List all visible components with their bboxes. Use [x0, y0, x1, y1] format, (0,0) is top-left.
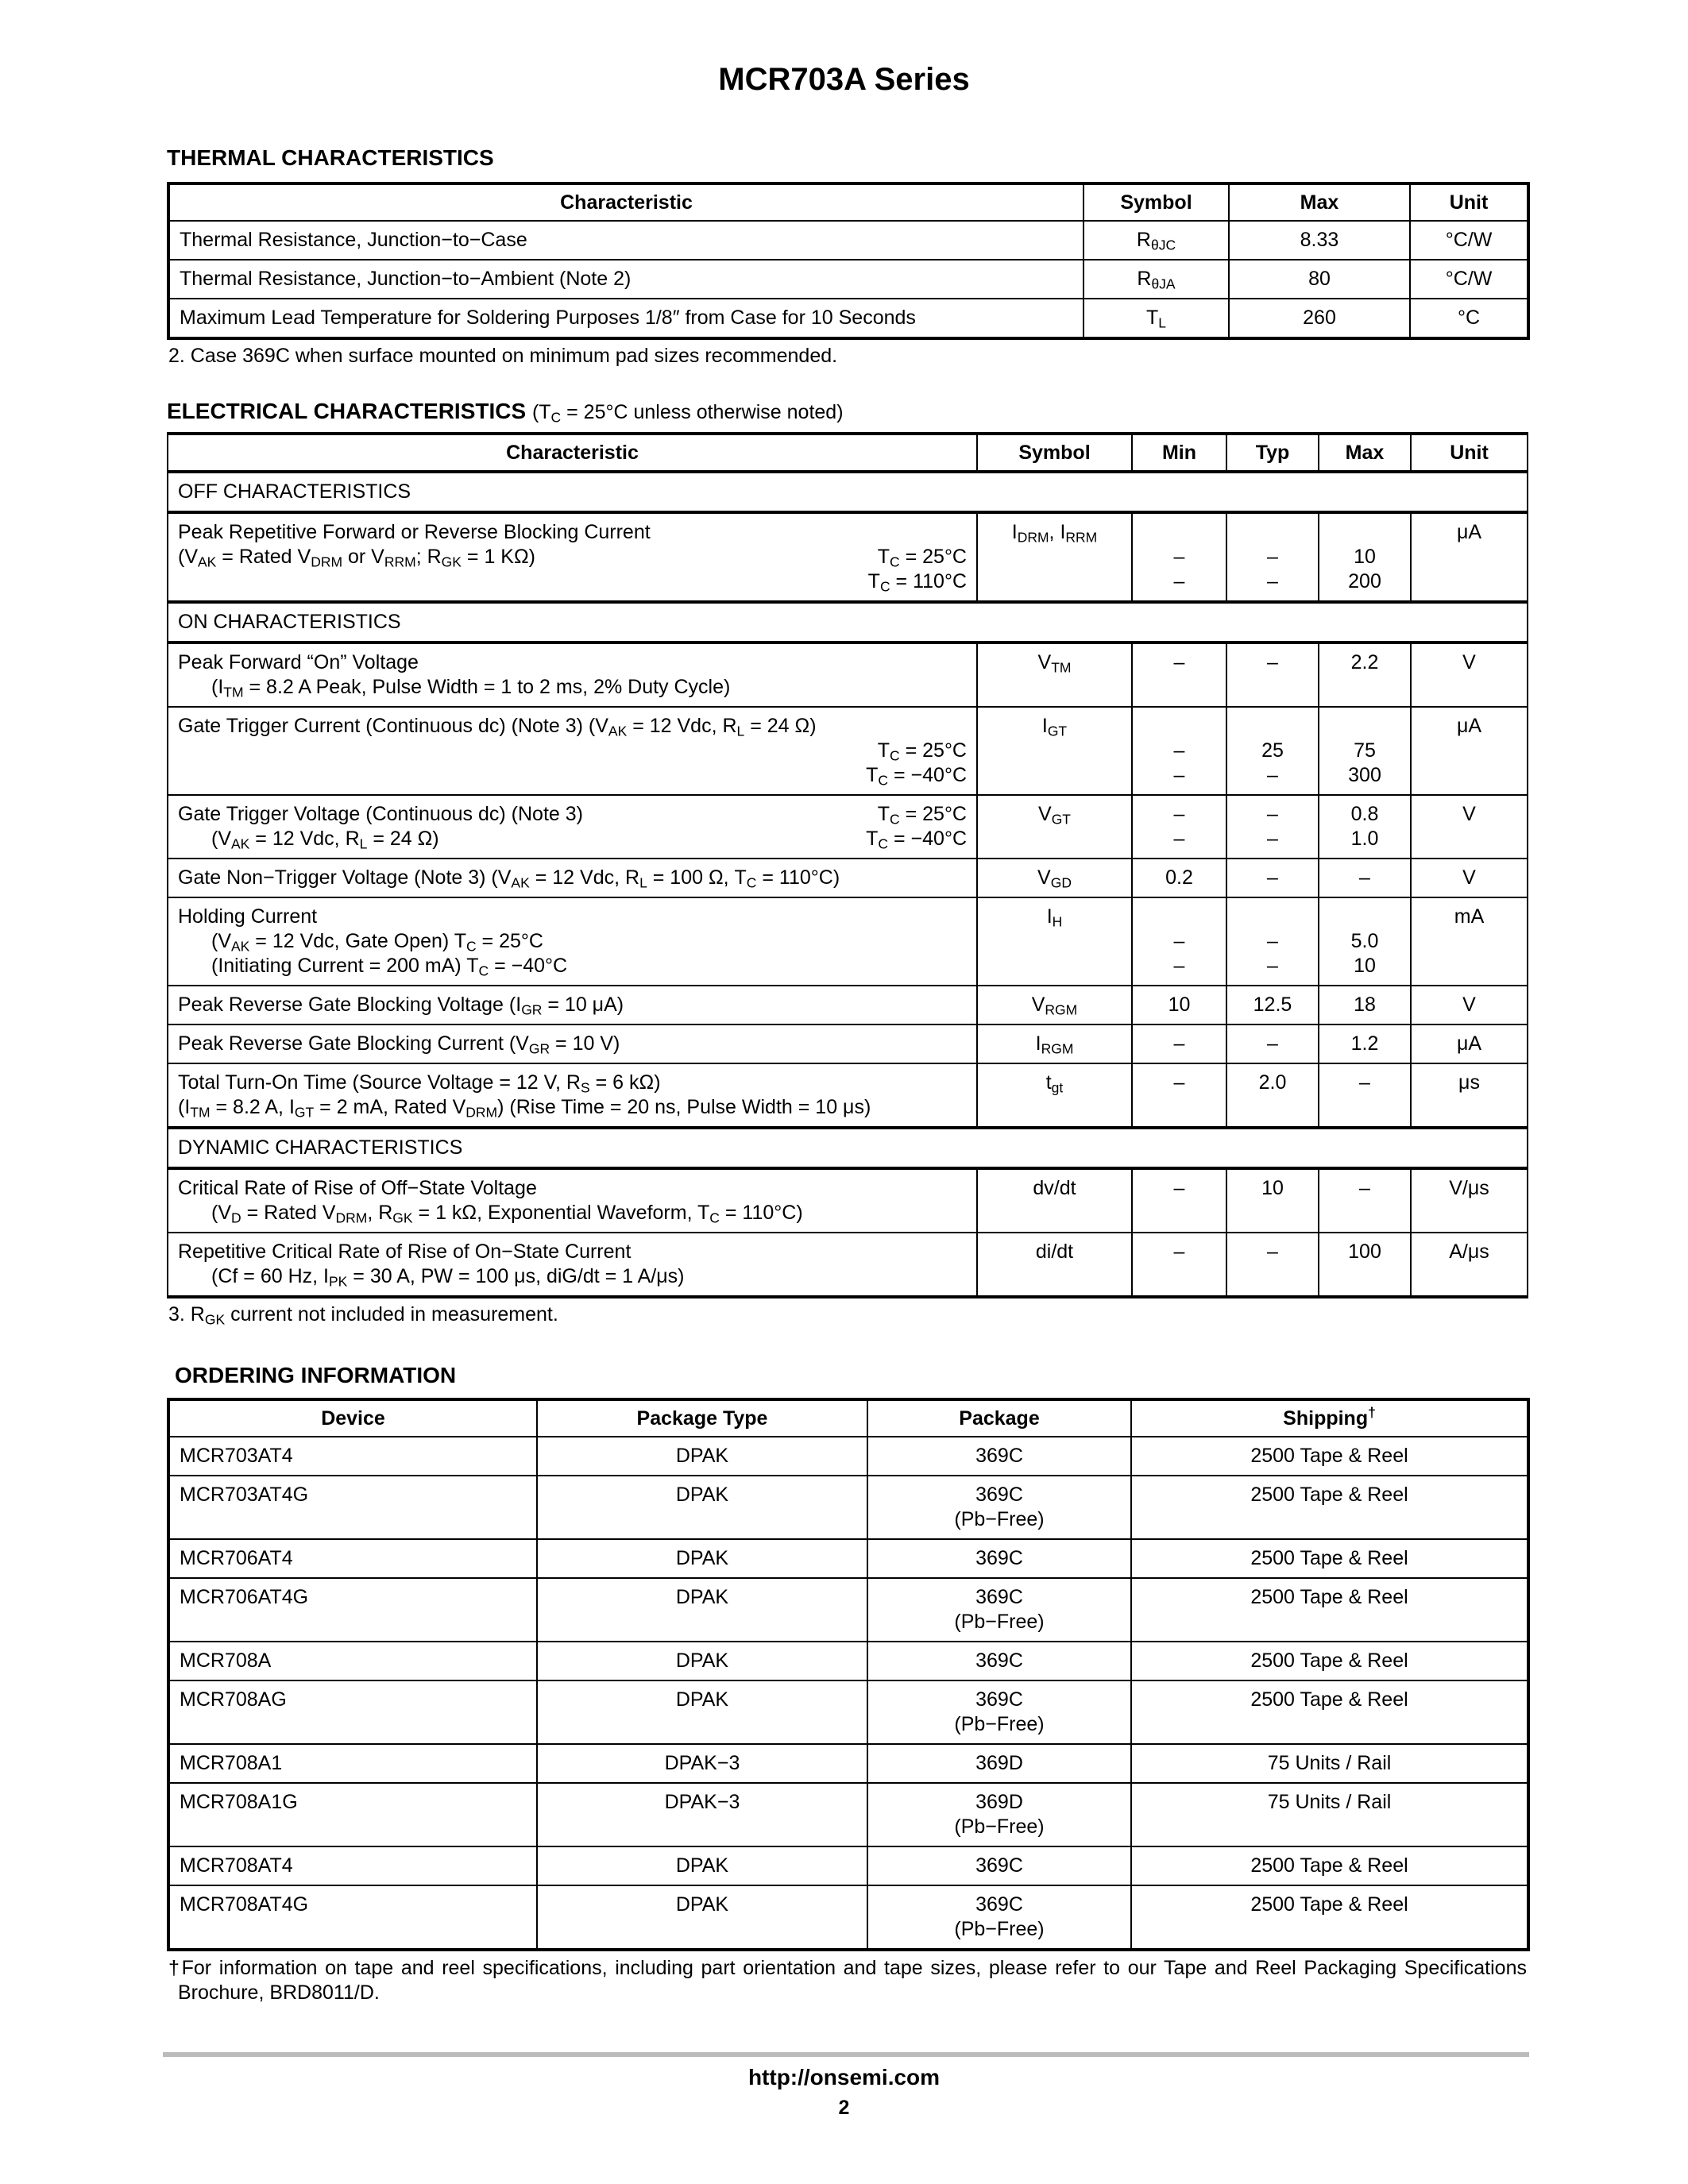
column-header: Package — [867, 1399, 1131, 1437]
shipping-cell: 2500 Tape & Reel — [1131, 1578, 1528, 1642]
package-cell-line: 369C — [975, 1484, 1023, 1506]
condition-text: ($V_{AK} = 12$ Vdc, $R_L = 24$ Ω) — [211, 828, 439, 852]
typ-cell-line: – — [1267, 930, 1278, 952]
max-cell-line: 18 — [1354, 994, 1376, 1016]
characteristic-cell — [168, 986, 977, 1024]
characteristic-line — [178, 1176, 967, 1201]
condition-text: ($V_{AK} = 12$ Vdc, Gate Open) $T_C = 25^\circ C$ — [211, 930, 543, 955]
symbol-cell: $I_{DRM}$, $I_{RRM}$ — [977, 512, 1132, 602]
condition-text: Peak Reverse Gate Blocking Voltage ($I_{GR} = 10$ μA) — [178, 994, 624, 1018]
typ-cell-line: 2.0 — [1258, 1071, 1287, 1094]
table-row — [168, 1539, 1528, 1578]
symbol-cell: $I_{RGM}$ — [977, 1024, 1132, 1063]
max-cell-line — [1329, 714, 1400, 739]
max-cell — [1319, 707, 1411, 795]
package-type-cell: DPAK−3 — [537, 1783, 867, 1846]
typ-cell-line: 12.5 — [1253, 994, 1292, 1016]
section-label: OFF CHARACTERISTICS — [168, 472, 1528, 512]
package-type-cell: DPAK — [537, 1642, 867, 1680]
max-cell — [1319, 642, 1411, 707]
symbol-cell: di/dt — [977, 1233, 1132, 1297]
characteristic-line — [178, 905, 967, 929]
min-cell — [1132, 512, 1226, 602]
column-header: Min — [1132, 434, 1226, 472]
symbol-cell: dv/dt — [977, 1168, 1132, 1233]
characteristic-line — [178, 520, 967, 545]
section-label-row — [168, 602, 1528, 642]
shipping-cell: 2500 Tape & Reel — [1131, 1476, 1528, 1539]
min-cell-line: 0.2 — [1165, 866, 1193, 889]
max-cell: 260 — [1229, 299, 1410, 338]
characteristic-line — [178, 866, 967, 890]
condition-text: Gate Trigger Voltage (Continuous dc) (Note 3) — [178, 803, 583, 825]
characteristic-line — [178, 763, 967, 788]
symbol-cell: $V_{RGM}$ — [977, 986, 1132, 1024]
unit-cell: V — [1411, 986, 1528, 1024]
max-cell — [1319, 1024, 1411, 1063]
min-cell-line: – — [1173, 764, 1185, 786]
column-header: Typ — [1226, 434, 1319, 472]
symbol-cell: $T_L$ — [1083, 299, 1229, 338]
characteristic-line — [178, 1071, 967, 1095]
typ-cell — [1226, 859, 1319, 897]
min-cell — [1132, 897, 1226, 986]
typ-cell-line: – — [1267, 546, 1278, 568]
min-cell-line — [1142, 905, 1216, 929]
package-cell — [867, 1846, 1131, 1885]
max-cell-line: 300 — [1348, 764, 1381, 786]
package-cell-line: (Pb−Free) — [954, 1611, 1045, 1633]
package-cell — [867, 1642, 1131, 1680]
unit-cell: V/μs — [1411, 1168, 1528, 1233]
package-cell-line: 369C — [975, 1893, 1023, 1916]
min-cell-line — [1142, 520, 1216, 545]
typ-cell-line — [1237, 520, 1308, 545]
min-cell-line: – — [1173, 739, 1185, 762]
ordering-table — [167, 1398, 1530, 1951]
temperature-condition: $T_C = -40^\circ C$ — [866, 764, 967, 789]
characteristic-line — [178, 1264, 967, 1289]
package-cell-line: (Pb−Free) — [954, 1508, 1045, 1530]
unit-cell: μA — [1411, 707, 1528, 795]
max-cell — [1319, 1168, 1411, 1233]
condition-text: ($V_{AK}$ = Rated $V_{DRM}$ or $V_{RRM}$; $R_{GK} = 1$ KΩ) — [178, 546, 535, 570]
thermal-heading: THERMAL CHARACTERISTICS — [167, 145, 494, 170]
max-cell-line: 10 — [1354, 955, 1376, 977]
package-cell-line: 369C — [975, 1688, 1023, 1711]
min-cell — [1132, 795, 1226, 859]
max-cell-line — [1329, 520, 1400, 545]
temperature-condition: $T_C = -40^\circ C$ — [866, 828, 967, 852]
max-cell-line: – — [1359, 866, 1370, 889]
unit-cell: μs — [1411, 1063, 1528, 1128]
shipping-cell: 2500 Tape & Reel — [1131, 1539, 1528, 1578]
table-row — [168, 1744, 1528, 1783]
table-row — [168, 1168, 1528, 1233]
characteristic-line — [178, 569, 967, 594]
table-row — [168, 986, 1528, 1024]
shipping-cell: 75 Units / Rail — [1131, 1783, 1528, 1846]
package-type-cell: DPAK−3 — [537, 1744, 867, 1783]
thermal-note: 2. Case 369C when surface mounted on minimum pad sizes recommended. — [168, 345, 838, 367]
characteristic-line — [178, 827, 967, 851]
package-cell-line: 369C — [975, 1854, 1023, 1877]
table-row — [168, 1642, 1528, 1680]
min-cell-line: – — [1173, 1177, 1185, 1199]
typ-cell — [1226, 1063, 1319, 1128]
temperature-condition: $T_C = 25^\circ C$ — [877, 546, 967, 570]
max-cell — [1319, 512, 1411, 602]
typ-cell — [1226, 1168, 1319, 1233]
max-cell-line: 75 — [1354, 739, 1376, 762]
column-header: Symbol — [1083, 183, 1229, 221]
column-header: Max — [1229, 183, 1410, 221]
max-cell-line: 100 — [1348, 1241, 1381, 1263]
shipping-cell: 2500 Tape & Reel — [1131, 1885, 1528, 1950]
package-cell — [867, 1744, 1131, 1783]
package-cell-line: 369D — [975, 1791, 1023, 1813]
typ-cell-line — [1237, 714, 1308, 739]
table-row — [168, 795, 1528, 859]
table-row — [168, 859, 1528, 897]
symbol-cell: $V_{TM}$ — [977, 642, 1132, 707]
package-cell-line: 369D — [975, 1752, 1023, 1774]
shipping-cell: 2500 Tape & Reel — [1131, 1680, 1528, 1744]
characteristic-line — [178, 954, 967, 978]
symbol-cell: $I_{GT}$ — [977, 707, 1132, 795]
min-cell — [1132, 1168, 1226, 1233]
page-title: MCR703A Series — [718, 62, 970, 97]
condition-text: Peak Repetitive Forward or Reverse Blocking Current — [178, 521, 651, 543]
min-cell-line — [1142, 714, 1216, 739]
device-cell: MCR708AT4 — [168, 1846, 537, 1885]
min-cell-line: – — [1173, 570, 1185, 592]
package-cell — [867, 1476, 1131, 1539]
typ-cell-line: – — [1267, 866, 1278, 889]
unit-cell: mA — [1411, 897, 1528, 986]
package-cell — [867, 1578, 1131, 1642]
package-type-cell: DPAK — [537, 1885, 867, 1950]
min-cell-line: – — [1173, 1071, 1185, 1094]
package-cell-line: 369C — [975, 1586, 1023, 1608]
characteristic-line — [178, 1240, 967, 1264]
column-header: Shipping† — [1131, 1399, 1528, 1437]
max-cell: 80 — [1229, 260, 1410, 299]
symbol-cell: $I_H$ — [977, 897, 1132, 986]
max-cell-line: 200 — [1348, 570, 1381, 592]
min-cell-line: 10 — [1168, 994, 1191, 1016]
table-row — [168, 1437, 1528, 1476]
package-type-cell: DPAK — [537, 1680, 867, 1744]
table-row — [168, 299, 1528, 338]
electrical-heading: ELECTRICAL CHARACTERISTICS — [167, 399, 527, 423]
package-type-cell: DPAK — [537, 1539, 867, 1578]
condition-text: Gate Trigger Current (Continuous dc) (Note 3) ($V_{AK} = 12$ Vdc, $R_L = 24$ Ω) — [178, 715, 817, 739]
characteristic-line — [178, 650, 967, 675]
condition-text: ($I_{TM} = 8.2$ A Peak, Pulse Width = 1 to 2 ms, 2% Duty Cycle) — [211, 676, 731, 700]
package-cell — [867, 1885, 1131, 1950]
max-cell-line: 10 — [1354, 546, 1376, 568]
column-header: Symbol — [977, 434, 1132, 472]
page-number: 2 — [838, 2097, 850, 2119]
device-cell: MCR708A — [168, 1642, 537, 1680]
min-cell — [1132, 707, 1226, 795]
unit-cell: μA — [1411, 1024, 1528, 1063]
section-label: DYNAMIC CHARACTERISTICS — [168, 1128, 1528, 1168]
temperature-condition: $T_C = 25^\circ C$ — [877, 739, 967, 764]
typ-cell-line — [1237, 905, 1308, 929]
column-header: Package Type — [537, 1399, 867, 1437]
package-cell-line: (Pb−Free) — [954, 1713, 1045, 1735]
condition-text: ($I_{TM} = 8.2$ A, $I_{GT} = 2$ mA, Rated $V_{DRM}$) (Rise Time = 20 ns, Pulse Width = 10 μs) — [178, 1096, 871, 1121]
thermal-section — [167, 145, 1527, 368]
package-cell-line: 369C — [975, 1445, 1023, 1467]
condition-text: Gate Non−Trigger Voltage (Note 3) ($V_{AK} = 12$ Vdc, $R_L = 100$ Ω, $T_C = 110^\circ C$) — [178, 866, 840, 891]
device-cell: MCR703AT4G — [168, 1476, 537, 1539]
section-label-row — [168, 1128, 1528, 1168]
thermal-table — [167, 182, 1530, 340]
column-header: Characteristic — [168, 434, 977, 472]
table-row — [168, 512, 1528, 602]
characteristic-cell — [168, 1024, 977, 1063]
table-header-row — [168, 434, 1528, 472]
typ-cell — [1226, 1024, 1319, 1063]
min-cell-line: – — [1173, 1032, 1185, 1055]
max-cell-line: 5.0 — [1350, 930, 1379, 952]
max-cell-line: 1.2 — [1350, 1032, 1379, 1055]
shipping-cell: 2500 Tape & Reel — [1131, 1846, 1528, 1885]
temperature-condition: $T_C = 25^\circ C$ — [877, 803, 967, 828]
min-cell — [1132, 859, 1226, 897]
min-cell-line: – — [1173, 1241, 1185, 1263]
unit-cell: °C/W — [1410, 221, 1528, 260]
max-cell — [1319, 859, 1411, 897]
unit-cell: V — [1411, 795, 1528, 859]
package-type-cell: DPAK — [537, 1846, 867, 1885]
condition-text: Critical Rate of Rise of Off−State Voltage — [178, 1177, 537, 1199]
table-row — [168, 1846, 1528, 1885]
package-cell — [867, 1437, 1131, 1476]
characteristic-cell — [168, 642, 977, 707]
characteristic-cell — [168, 1233, 977, 1297]
typ-cell — [1226, 897, 1319, 986]
typ-cell-line: – — [1267, 955, 1278, 977]
min-cell-line: – — [1173, 828, 1185, 850]
characteristic-cell: Thermal Resistance, Junction−to−Case — [168, 221, 1083, 260]
electrical-note: 3. $R_{GK}$ current not included in measurement. — [168, 1303, 558, 1328]
typ-cell — [1226, 986, 1319, 1024]
max-cell: 8.33 — [1229, 221, 1410, 260]
device-cell: MCR706AT4G — [168, 1578, 537, 1642]
ordering-section — [167, 1363, 1527, 2005]
ordering-footnote: †For information on tape and reel specifications, including part orientation and tape sizes, please refer to our Tape and Reel Packaging Specifications Brochure, BRD8011/D. — [168, 1957, 1527, 2004]
package-type-cell: DPAK — [537, 1437, 867, 1476]
condition-text: (Cf = 60 Hz, $I_{PK} = 30$ A, PW = 100 μs, diG/dt = 1 A/μs) — [211, 1265, 685, 1290]
min-cell-line: – — [1173, 651, 1185, 673]
device-cell: MCR708A1 — [168, 1744, 537, 1783]
footer-divider — [163, 2052, 1529, 2057]
electrical-table — [167, 432, 1528, 1298]
unit-cell: V — [1411, 859, 1528, 897]
typ-cell-line: – — [1267, 764, 1278, 786]
characteristic-line — [178, 929, 967, 954]
typ-cell — [1226, 795, 1319, 859]
unit-cell: °C — [1410, 299, 1528, 338]
electrical-section — [167, 399, 1527, 1326]
characteristic-line — [178, 714, 967, 739]
device-cell: MCR703AT4 — [168, 1437, 537, 1476]
symbol-cell: $V_{GT}$ — [977, 795, 1132, 859]
shipping-cell: 75 Units / Rail — [1131, 1744, 1528, 1783]
characteristic-cell — [168, 897, 977, 986]
condition-text: Peak Forward “On” Voltage — [178, 651, 419, 673]
symbol-cell: $V_{GD}$ — [977, 859, 1132, 897]
shipping-cell: 2500 Tape & Reel — [1131, 1642, 1528, 1680]
package-cell-line: 369C — [975, 1650, 1023, 1672]
min-cell-line: – — [1173, 930, 1185, 952]
typ-cell-line: 10 — [1261, 1177, 1284, 1199]
typ-cell — [1226, 642, 1319, 707]
characteristic-line — [178, 993, 967, 1017]
table-row — [168, 642, 1528, 707]
package-type-cell: DPAK — [537, 1476, 867, 1539]
characteristic-line — [178, 802, 967, 827]
min-cell — [1132, 1063, 1226, 1128]
column-header: Unit — [1410, 183, 1528, 221]
min-cell — [1132, 1233, 1226, 1297]
characteristic-line — [178, 675, 967, 700]
electrical-heading-note: ($T_C = 25^\circ C$ unless otherwise noted) — [531, 401, 844, 426]
characteristic-cell: Thermal Resistance, Junction−to−Ambient (Note 2) — [168, 260, 1083, 299]
table-row — [168, 707, 1528, 795]
typ-cell — [1226, 1233, 1319, 1297]
symbol-cell: $t_{gt}$ — [977, 1063, 1132, 1128]
symbol-cell: $R_{\theta JA}$ — [1083, 260, 1229, 299]
typ-cell-line: – — [1267, 651, 1278, 673]
typ-cell-line: – — [1267, 1032, 1278, 1055]
characteristic-cell — [168, 859, 977, 897]
typ-cell — [1226, 512, 1319, 602]
min-cell — [1132, 642, 1226, 707]
table-row — [168, 1885, 1528, 1950]
device-cell: MCR708AT4G — [168, 1885, 537, 1950]
column-header: Device — [168, 1399, 537, 1437]
characteristic-cell — [168, 1063, 977, 1128]
condition-text: (Initiating Current = 200 mA) $T_C = -40^\circ C$ — [211, 955, 568, 979]
footer-url[interactable]: http://onsemi.com — [747, 2065, 941, 2089]
condition-text: Peak Reverse Gate Blocking Current ($V_{GR} = 10$ V) — [178, 1032, 620, 1057]
package-cell — [867, 1783, 1131, 1846]
table-row — [168, 1024, 1528, 1063]
characteristic-cell — [168, 707, 977, 795]
table-row — [168, 1783, 1528, 1846]
characteristic-cell — [168, 512, 977, 602]
section-label-row — [168, 472, 1528, 512]
temperature-condition: $T_C = 110^\circ C$ — [867, 570, 967, 595]
condition-text: Holding Current — [178, 905, 318, 928]
package-cell-line: (Pb−Free) — [954, 1918, 1045, 1940]
unit-cell: A/μs — [1411, 1233, 1528, 1297]
package-cell — [867, 1539, 1131, 1578]
min-cell-line: – — [1173, 955, 1185, 977]
package-type-cell: DPAK — [537, 1578, 867, 1642]
table-row — [168, 1578, 1528, 1642]
max-cell-line: – — [1359, 1177, 1370, 1199]
typ-cell-line: – — [1267, 570, 1278, 592]
max-cell — [1319, 1233, 1411, 1297]
ordering-heading: ORDERING INFORMATION — [175, 1363, 457, 1387]
condition-text: ($V_D$ = Rated $V_{DRM}$, $R_{GK} = 1$ kΩ, Exponential Waveform, $T_C = 110^\circ C$) — [211, 1202, 803, 1226]
column-header: Unit — [1411, 434, 1528, 472]
table-row — [168, 1233, 1528, 1297]
typ-cell — [1226, 707, 1319, 795]
max-cell-line — [1329, 905, 1400, 929]
characteristic-line — [178, 1201, 967, 1225]
max-cell-line: 0.8 — [1350, 803, 1379, 825]
table-row — [168, 1063, 1528, 1128]
section-label: ON CHARACTERISTICS — [168, 602, 1528, 642]
max-cell-line: – — [1359, 1071, 1370, 1094]
symbol-cell: $R_{\theta JC}$ — [1083, 221, 1229, 260]
condition-text: Total Turn-On Time (Source Voltage = 12 V, $R_S = 6$ kΩ) — [178, 1071, 661, 1096]
table-row — [168, 260, 1528, 299]
table-row — [168, 221, 1528, 260]
min-cell — [1132, 1024, 1226, 1063]
device-cell: MCR708A1G — [168, 1783, 537, 1846]
typ-cell-line: – — [1267, 828, 1278, 850]
package-cell-line: 369C — [975, 1547, 1023, 1569]
max-cell — [1319, 795, 1411, 859]
unit-cell: °C/W — [1410, 260, 1528, 299]
min-cell-line: – — [1173, 803, 1185, 825]
characteristic-cell — [168, 1168, 977, 1233]
max-cell-line: 2.2 — [1350, 651, 1379, 673]
unit-cell: V — [1411, 642, 1528, 707]
typ-cell-line: – — [1267, 803, 1278, 825]
min-cell — [1132, 986, 1226, 1024]
max-cell — [1319, 1063, 1411, 1128]
typ-cell-line: – — [1267, 1241, 1278, 1263]
condition-text: Repetitive Critical Rate of Rise of On−State Current — [178, 1241, 632, 1263]
characteristic-line — [178, 1032, 967, 1056]
column-header: Characteristic — [168, 183, 1083, 221]
max-cell — [1319, 986, 1411, 1024]
table-row — [168, 1476, 1528, 1539]
package-cell-line: (Pb−Free) — [954, 1815, 1045, 1838]
max-cell — [1319, 897, 1411, 986]
device-cell: MCR708AG — [168, 1680, 537, 1744]
characteristic-line — [178, 545, 967, 569]
characteristic-cell: Maximum Lead Temperature for Soldering Purposes 1/8″ from Case for 10 Seconds — [168, 299, 1083, 338]
column-header: Max — [1319, 434, 1411, 472]
unit-cell: μA — [1411, 512, 1528, 602]
shipping-cell: 2500 Tape & Reel — [1131, 1437, 1528, 1476]
table-row — [168, 1680, 1528, 1744]
characteristic-line — [178, 1095, 967, 1120]
table-row — [168, 897, 1528, 986]
typ-cell-line: 25 — [1261, 739, 1284, 762]
package-cell — [867, 1680, 1131, 1744]
characteristic-cell — [168, 795, 977, 859]
device-cell: MCR706AT4 — [168, 1539, 537, 1578]
characteristic-line — [178, 739, 967, 763]
max-cell-line: 1.0 — [1350, 828, 1379, 850]
min-cell-line: – — [1173, 546, 1185, 568]
